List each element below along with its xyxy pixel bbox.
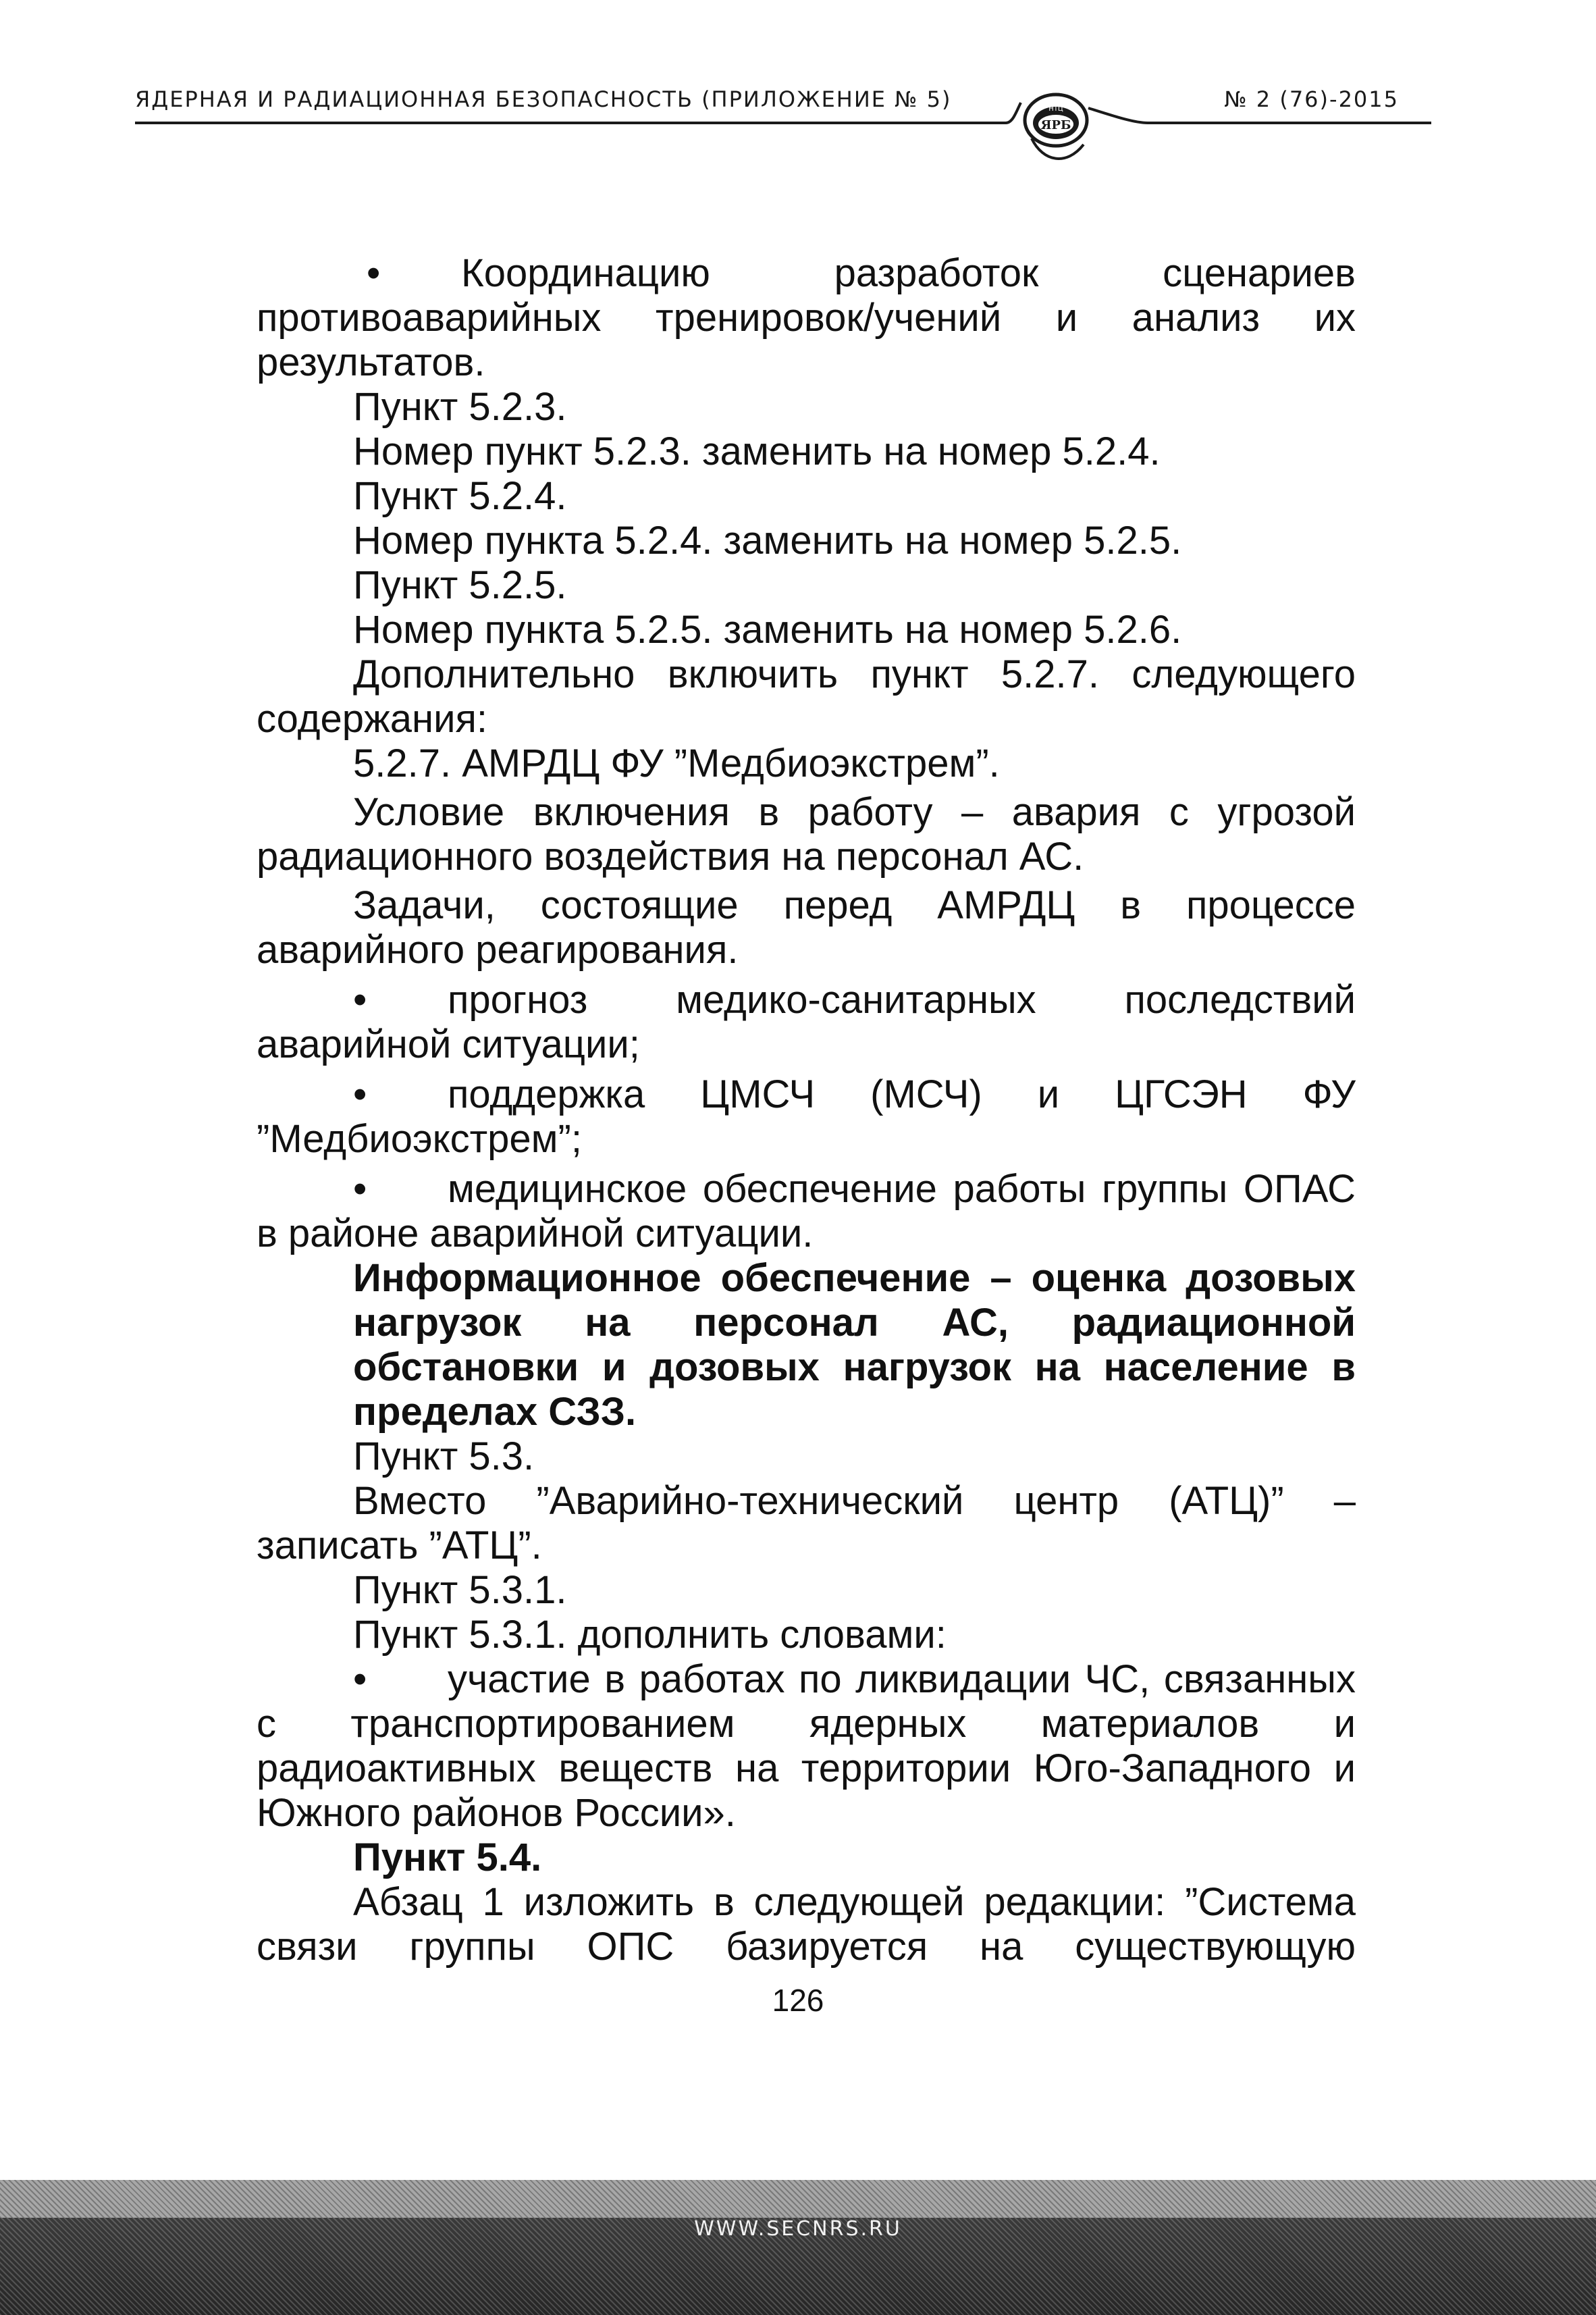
paragraph: Абзац 1 изложить в следующей редакции: ”Система связи группы ОПС базируется на существующую xyxy=(257,1880,1356,1969)
paragraph: Вместо ”Аварийно-технический центр (АТЦ)” – записать ”АТЦ”. xyxy=(257,1479,1356,1567)
page-number: 126 xyxy=(772,1983,824,2018)
paragraph-text: прогноз медико-санитарных последствий аварийной ситуации; xyxy=(257,978,1356,1066)
logo-text: ЯРБ xyxy=(1040,118,1071,132)
bullet-item xyxy=(257,978,1356,1067)
footer-url[interactable]: WWW.SECNRS.RU xyxy=(694,2217,902,2241)
bold-heading: Пункт 5.4. xyxy=(353,1836,542,1879)
bullet-item xyxy=(257,1167,1356,1256)
paragraph: Условие включения в работу – авария с угрозой радиационного воздействия на персонал АС. xyxy=(257,790,1356,879)
bullet-item xyxy=(257,251,1356,385)
page-body xyxy=(257,251,1356,1969)
paragraph-text: участие в работах по ликвидации ЧС, связанных с транспортированием ядерных материалов и радиоактивных веществ на территории Юго-Западного и Южного районов России». xyxy=(257,1657,1356,1835)
bullet-glyph: • xyxy=(353,1657,367,1701)
bullet-item xyxy=(257,1072,1356,1162)
paragraph: Пункт 5.2.5. xyxy=(353,563,567,607)
paragraph: Пункт 5.3. xyxy=(353,1434,535,1478)
paragraph-text: поддержка ЦМСЧ (МСЧ) и ЦГСЭН ФУ ”Медбиоэкстрем”; xyxy=(257,1072,1356,1161)
journal-logo xyxy=(1019,86,1092,151)
bullet-glyph: • xyxy=(353,1167,367,1211)
logo-small-text: НТЦ xyxy=(1048,105,1063,113)
paragraph: Пункт 5.3.1. xyxy=(353,1568,567,1612)
journal-title: ЯДЕРНАЯ И РАДИАЦИОННАЯ БЕЗОПАСНОСТЬ (ПРИЛОЖЕНИЕ № 5) xyxy=(135,86,952,112)
paragraph: Номер пункт 5.2.3. заменить на номер 5.2.4. xyxy=(353,430,1161,473)
bullet-glyph: • xyxy=(367,251,381,295)
footer-stripe xyxy=(0,2180,1596,2218)
paragraph: Задачи, состоящие перед АМРДЦ в процессе аварийного реагирования. xyxy=(257,883,1356,972)
header-rule xyxy=(0,0,1596,176)
bullet-glyph: • xyxy=(353,978,367,1022)
paragraph-text: Координацию разработок сценариев противоаварийных тренировок/учений и анализ их результатов. xyxy=(257,251,1356,384)
paragraph: Номер пункта 5.2.5. заменить на номер 5.2.6. xyxy=(353,608,1182,652)
paragraph: Пункт 5.2.3. xyxy=(353,385,567,429)
bullet-glyph: • xyxy=(353,1072,367,1116)
paragraph: Пункт 5.2.4. xyxy=(353,474,567,518)
paragraph: Пункт 5.3.1. дополнить словами: xyxy=(353,1613,947,1657)
paragraph: 5.2.7. АМРДЦ ФУ ”Медбиоэкстрем”. xyxy=(353,742,1000,785)
paragraph-text: медицинское обеспечение работы группы ОПАС в районе аварийной ситуации. xyxy=(257,1167,1356,1255)
paragraph: Дополнительно включить пункт 5.2.7. следующего содержания: xyxy=(257,652,1356,741)
bold-paragraph: Информационное обеспечение – оценка дозовых нагрузок на персонал АС, радиационной обстановки и дозовых нагрузок на население в пределах СЗЗ. xyxy=(353,1256,1356,1434)
paragraph: Номер пункта 5.2.4. заменить на номер 5.2.5. xyxy=(353,519,1182,563)
bullet-item xyxy=(257,1657,1356,1836)
issue-number: № 2 (76)-2015 xyxy=(1224,86,1399,112)
footer-band xyxy=(0,2180,1596,2315)
